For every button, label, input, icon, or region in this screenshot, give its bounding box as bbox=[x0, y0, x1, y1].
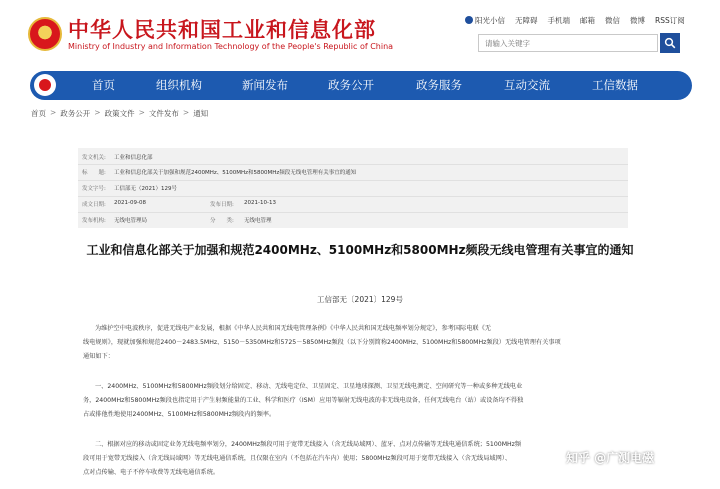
nav-services[interactable]: 政务服务 bbox=[416, 78, 462, 92]
nav-organization[interactable]: 组织机构 bbox=[156, 78, 202, 92]
top-links bbox=[465, 15, 685, 26]
article-paragraph-3: 二、根据对应的移动或固定业务无线电频率划分，2400MHz频段可用于宽带无线接入（含无线局域网）、蓝牙、点对点传输等无线电通信系统；5100MHz频 段可用于宽带无线接入（含无线局域网）等无线电通信系统，且仅限在室内（不包括在汽车内）使用；5800MHz频段可用于宽带无线接入（含无线局域网）、 点对点传输、电子不停车收费等无线电通信系统。 bbox=[83, 441, 522, 476]
article-paragraph-2: 一、2400MHz、5100MHz和5800MHz频段划分给固定、移动、无线电定位、卫星固定、卫星地球探测、卫星无线电测定、空间研究等一种或多种无线电业 务，2400MHz和5800MHz频段也指定用于产生射频能量的工业、科学和医疗（ISM）应用等辐射无线电波的非无线电设备，任何无线电台（站）或设备均不得独 占或排他性地使用2400MHz、5100MHz和5800MHz频段内的频率。 bbox=[83, 383, 524, 418]
nav-interaction[interactable]: 互动交流 bbox=[504, 78, 550, 92]
top-link-mobile[interactable]: 手机端 bbox=[547, 16, 570, 25]
search-button[interactable] bbox=[660, 33, 680, 53]
site-name-en: Ministry of Industry and Information Technology of the People's Republic of China bbox=[68, 42, 394, 51]
breadcrumb-home[interactable]: 首页 bbox=[31, 109, 46, 118]
nav-data[interactable]: 工信数据 bbox=[592, 78, 638, 92]
nav-home[interactable]: 首页 bbox=[92, 78, 115, 92]
top-link-weibo[interactable]: 微博 bbox=[630, 16, 645, 25]
breadcrumb-policy[interactable]: 政策文件 bbox=[104, 109, 135, 118]
article-paragraph-1: 为维护空中电波秩序，促进无线电产业发展，根据《中华人民共和国无线电管理条例》《中华人民共和国无线电频率划分规定》，参考国际电联《无 线电规则》，现就加强和规范2400－2483.5MHz、5150－5350MHz和5725－5850MHz频段（以下分别简称2400MHz、5100MHz和5800MHz频段）无线电管理有关事项 通知如下： bbox=[83, 325, 561, 360]
main-nav bbox=[30, 71, 692, 100]
nav-government-affairs[interactable]: 政务公开 bbox=[328, 78, 374, 92]
top-link-accessibility[interactable]: 无障碍 bbox=[515, 16, 538, 25]
search-input[interactable] bbox=[478, 34, 658, 52]
top-link-sunshine[interactable]: 阳光小信 bbox=[465, 15, 505, 26]
info-row-title: 标 题: 工业和信息化部关于加强和规范2400MHz、5100MHz和5800MHz频段无线电管理有关事宜的通知 bbox=[82, 170, 357, 176]
breadcrumb-affairs[interactable]: 政务公开 bbox=[60, 109, 91, 118]
user-icon bbox=[465, 16, 473, 24]
breadcrumb-release[interactable]: 文件发布 bbox=[148, 109, 179, 118]
info-row-docno: 发文字号: 工信部无（2021）129号 bbox=[82, 186, 177, 192]
article-title: 工业和信息化部关于加强和规范2400MHz、5100MHz和5800MHz频段无线电管理有关事宜的通知 bbox=[86, 243, 634, 257]
national-emblem-logo bbox=[28, 17, 62, 51]
search-icon bbox=[664, 37, 676, 49]
home-logo-icon[interactable] bbox=[34, 74, 56, 96]
watermark-text: 知乎 @广测电磁 bbox=[566, 451, 655, 465]
article-doc-number: 工信部无〔2021〕129号 bbox=[317, 295, 403, 304]
top-link-wechat[interactable]: 微信 bbox=[605, 16, 620, 25]
site-name-cn[interactable]: 中华人民共和国工业和信息化部 bbox=[68, 18, 376, 42]
breadcrumb-notice[interactable]: 通知 bbox=[193, 109, 209, 118]
top-link-rss[interactable]: RSS订阅 bbox=[655, 16, 685, 25]
info-row-dates: 成文日期: 2021-09-08 发布日期: 2021-10-13 bbox=[82, 200, 276, 208]
info-row-org: 发布机构: 无线电管理局 分 类: 无线电管理 bbox=[82, 218, 272, 224]
info-row-publisher: 发文机关: 工业和信息化部 bbox=[82, 155, 153, 161]
top-link-mail[interactable]: 邮箱 bbox=[580, 16, 595, 25]
breadcrumb: 首页 > 政务公开 > 政策文件 > 文件发布 > 通知 bbox=[31, 108, 209, 118]
nav-news[interactable]: 新闻发布 bbox=[242, 78, 288, 92]
document-info-table bbox=[78, 148, 628, 228]
